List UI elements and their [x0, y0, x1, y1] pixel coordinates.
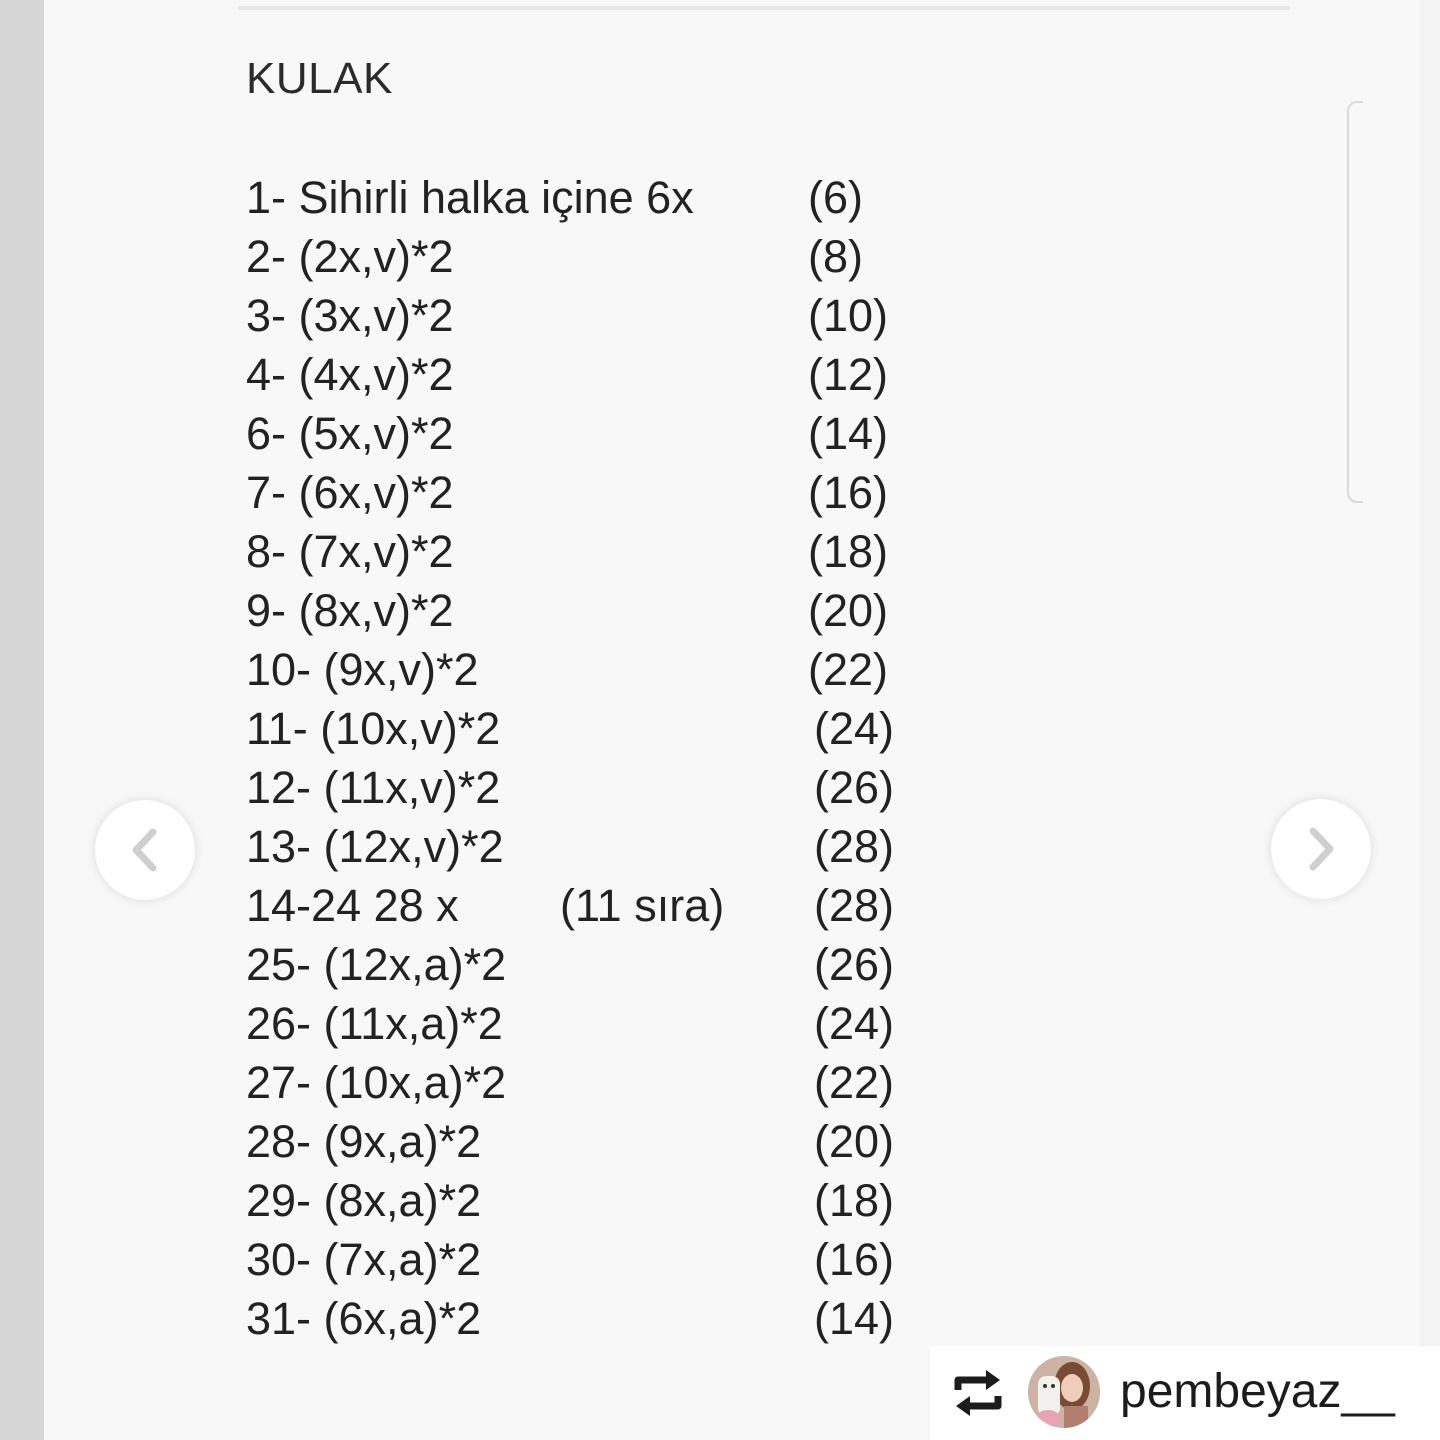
row-stitch-count: (22) — [814, 1057, 895, 1108]
row-stitch-count: (20) — [808, 585, 889, 636]
previous-button[interactable] — [95, 800, 195, 900]
pattern-row — [246, 817, 946, 876]
row-stitch-count: (28) — [814, 880, 895, 931]
row-stitch-count: (12) — [808, 349, 889, 400]
row-stitch-count: (8) — [808, 231, 863, 282]
row-instruction: 2- (2x,v)*2 — [246, 231, 454, 282]
pattern-row — [246, 640, 946, 699]
pattern-row — [246, 1112, 946, 1171]
pattern-row — [246, 1171, 946, 1230]
row-instruction: 25- (12x,a)*2 — [246, 939, 507, 990]
pattern-row — [246, 286, 946, 345]
row-instruction: 29- (8x,a)*2 — [246, 1175, 482, 1226]
pattern-row — [246, 227, 946, 286]
pattern-row — [246, 404, 946, 463]
top-divider — [238, 6, 1290, 10]
row-stitch-count: (18) — [808, 526, 889, 577]
row-instruction: 12- (11x,v)*2 — [246, 762, 501, 813]
row-stitch-count: (14) — [808, 408, 889, 459]
avatar-image — [1028, 1356, 1100, 1428]
pattern-row — [246, 1230, 946, 1289]
row-stitch-count: (20) — [814, 1116, 895, 1167]
row-instruction: 31- (6x,a)*2 — [246, 1293, 482, 1344]
pattern-row — [246, 345, 946, 404]
row-stitch-count: (22) — [808, 644, 889, 695]
row-stitch-count: (24) — [814, 703, 895, 754]
row-stitch-count: (10) — [808, 290, 889, 341]
chevron-right-icon — [1303, 826, 1339, 872]
row-instruction: 9- (8x,v)*2 — [246, 585, 454, 636]
row-stitch-count: (6) — [808, 172, 863, 223]
pattern-row — [246, 1053, 946, 1112]
pattern-row — [246, 581, 946, 640]
pattern-row — [246, 168, 946, 227]
pattern-title: KULAK — [246, 54, 393, 103]
avatar[interactable] — [1028, 1356, 1100, 1428]
row-stitch-count: (16) — [808, 467, 889, 518]
row-instruction: 1- Sihirli halka içine 6x — [246, 172, 694, 223]
repost-attribution — [930, 1346, 1440, 1440]
pattern-row — [246, 876, 946, 935]
scroll-indicator[interactable] — [1347, 101, 1363, 503]
row-note: (11 sıra) — [560, 880, 725, 931]
row-instruction: 4- (4x,v)*2 — [246, 349, 454, 400]
pattern-row — [246, 463, 946, 522]
pattern-row — [246, 935, 946, 994]
row-instruction: 10- (9x,v)*2 — [246, 644, 479, 695]
pattern-row — [246, 522, 946, 581]
row-instruction: 27- (10x,a)*2 — [246, 1057, 507, 1108]
row-stitch-count: (28) — [814, 821, 895, 872]
row-instruction: 26- (11x,a)*2 — [246, 998, 503, 1049]
repost-icon — [950, 1368, 1006, 1418]
row-stitch-count: (24) — [814, 998, 895, 1049]
row-stitch-count: (16) — [814, 1234, 895, 1285]
row-stitch-count: (18) — [814, 1175, 895, 1226]
pattern-row — [246, 994, 946, 1053]
row-instruction: 30- (7x,a)*2 — [246, 1234, 482, 1285]
pattern-row — [246, 1289, 946, 1348]
chevron-left-icon — [127, 827, 163, 873]
row-instruction: 11- (10x,v)*2 — [246, 703, 501, 754]
right-edge-strip — [1420, 0, 1440, 1440]
row-instruction: 14-24 28 x — [246, 880, 459, 931]
row-instruction: 3- (3x,v)*2 — [246, 290, 454, 341]
row-stitch-count: (26) — [814, 939, 895, 990]
row-stitch-count: (26) — [814, 762, 895, 813]
row-instruction: 8- (7x,v)*2 — [246, 526, 454, 577]
row-instruction: 6- (5x,v)*2 — [246, 408, 454, 459]
next-button[interactable] — [1271, 799, 1371, 899]
row-instruction: 13- (12x,v)*2 — [246, 821, 504, 872]
pattern-row — [246, 758, 946, 817]
repost-username[interactable]: pembeyaz__ — [1120, 1365, 1395, 1418]
row-instruction: 7- (6x,v)*2 — [246, 467, 454, 518]
row-stitch-count: (14) — [814, 1293, 895, 1344]
row-instruction: 28- (9x,a)*2 — [246, 1116, 482, 1167]
pattern-row — [246, 699, 946, 758]
pattern-rows — [246, 168, 946, 1348]
